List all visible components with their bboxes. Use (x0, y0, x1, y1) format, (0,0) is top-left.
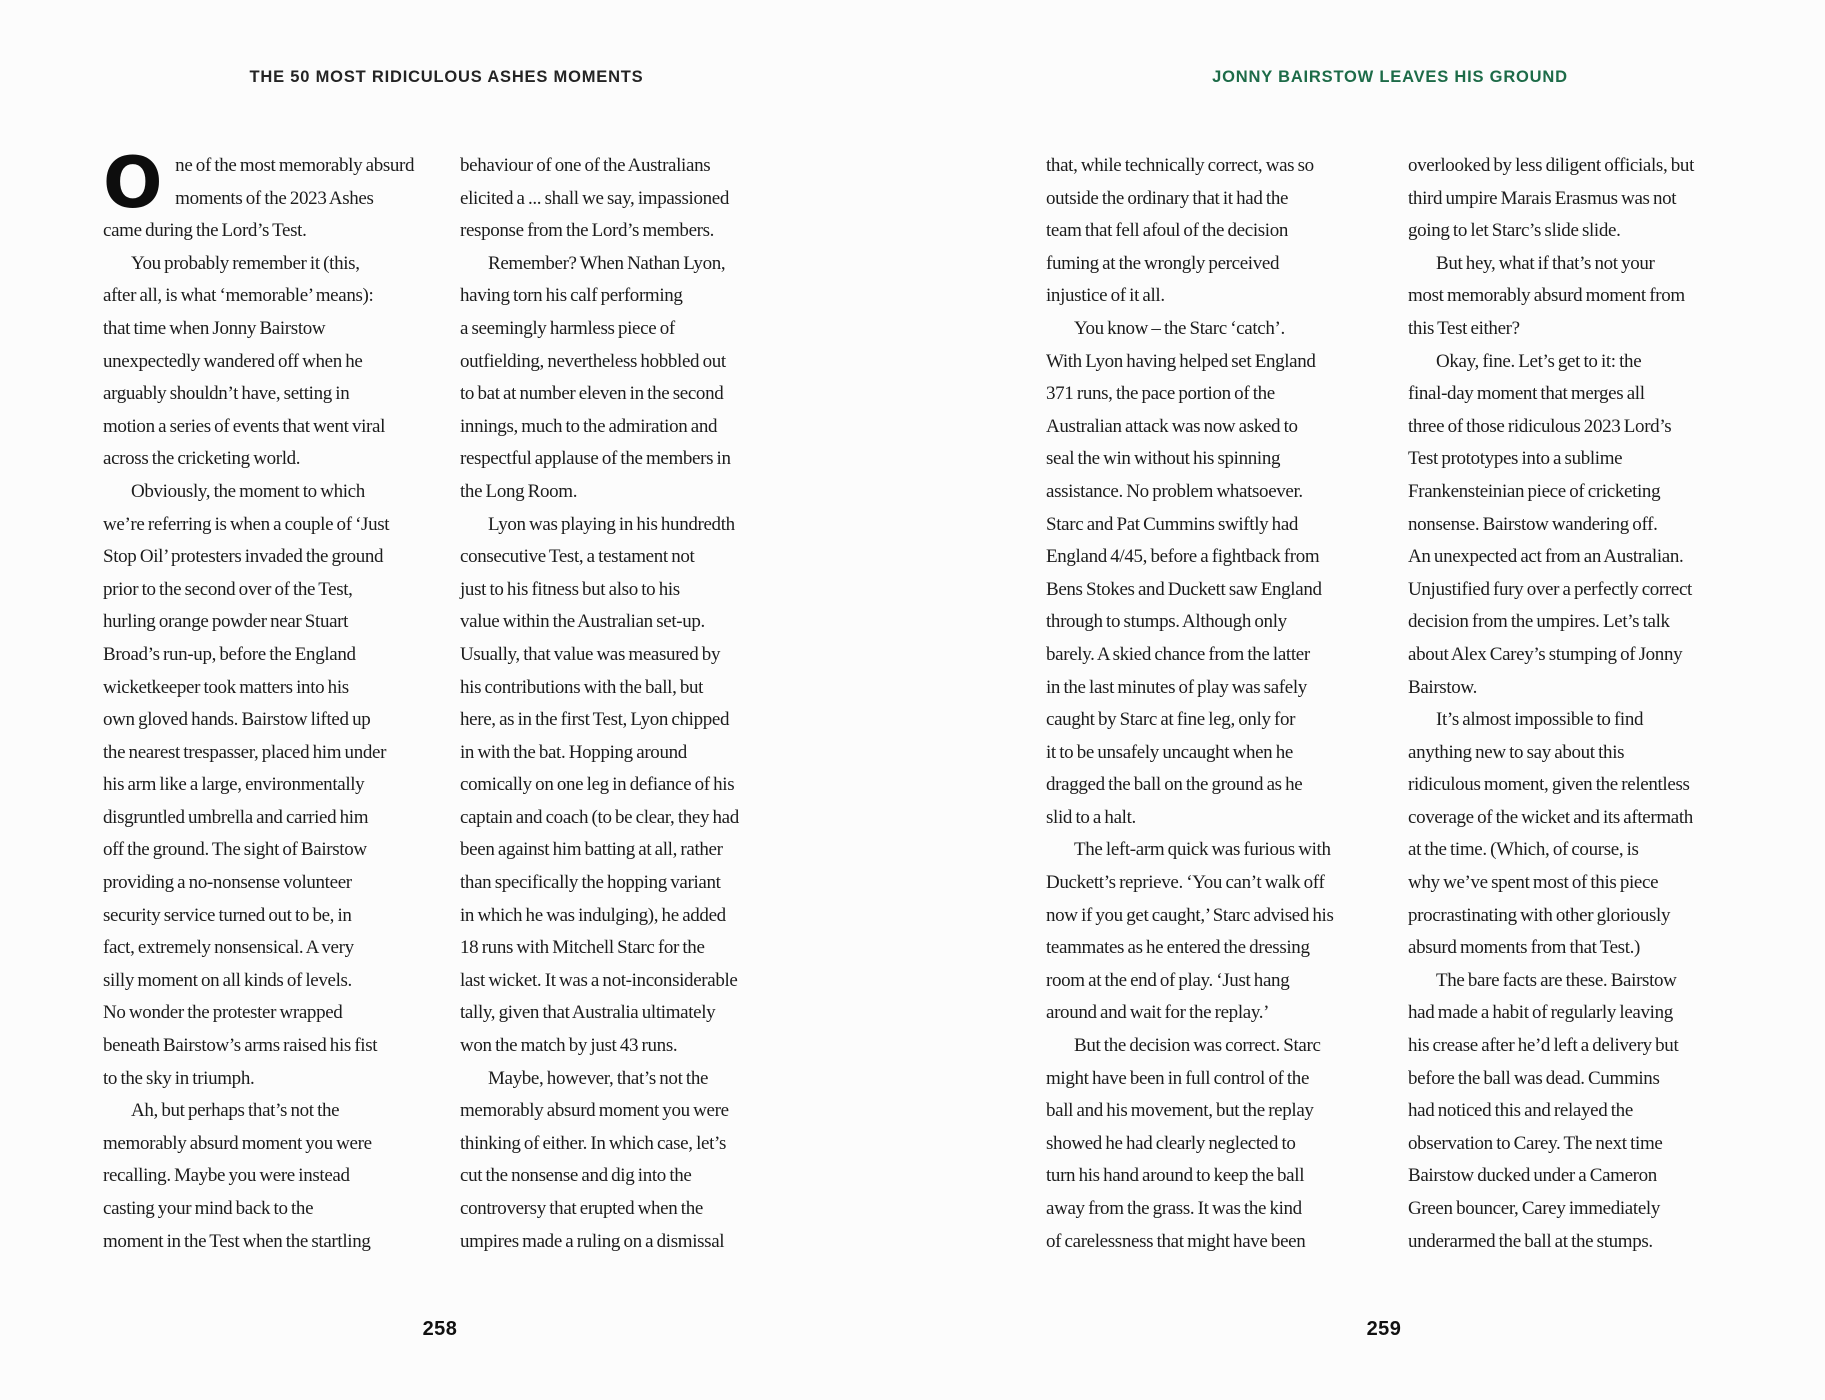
text-line: last wicket. It was a not-inconsiderable (460, 969, 738, 991)
text-line: Green bouncer, Carey immediately (1408, 1198, 1660, 1219)
paragraph (460, 150, 792, 248)
text-line: Broad’s run-up, before the England (103, 643, 356, 665)
paragraph (103, 476, 435, 1095)
text-line: controversy that erupted when the (460, 1198, 703, 1219)
text-line: in which he was indulging), he added (460, 904, 726, 926)
text-line: Australian attack was now asked to (1046, 415, 1298, 437)
text-line: Maybe, however, that’s not the (488, 1067, 709, 1089)
text-line: going to let Starc’s slide slide. (1408, 220, 1621, 242)
text-line: his arm like a large, environmentally (103, 774, 365, 796)
text-line: unexpectedly wandered off when he (103, 350, 363, 372)
text-line: ball and his movement, but the replay (1046, 1100, 1314, 1122)
text-line: it to be unsafely uncaught when he (1046, 741, 1293, 763)
text-line: absurd moments from that Test.) (1408, 937, 1641, 959)
text-line: fuming at the wrongly perceived (1046, 252, 1280, 274)
text-line: had noticed this and relayed the (1408, 1100, 1633, 1122)
text-line: been against him batting at all, rather (460, 839, 723, 861)
text-line: we’re referring is when a couple of ‘Just (103, 513, 390, 535)
text-line: It’s almost impossible to find (1436, 709, 1644, 731)
text-line: hurling orange powder near Stuart (103, 611, 349, 633)
text-line: prior to the second over of the Test, (103, 578, 353, 600)
paragraph (1408, 704, 1740, 965)
text-line: team that fell afoul of the decision (1046, 220, 1289, 242)
text-line: Starc and Pat Cummins swiftly had (1046, 513, 1299, 535)
text-line: umpires made a ruling on a dismissal (460, 1230, 725, 1252)
text-line: anything new to say about this (1408, 741, 1625, 763)
text-line: Usually, that value was measured by (460, 643, 721, 665)
text-line: outfielding, nevertheless hobbled out (460, 350, 726, 372)
text-line: Lyon was playing in his hundredth (488, 513, 735, 535)
text-line: elicited a ... shall we say, impassioned (460, 187, 729, 209)
text-line: than specifically the hopping variant (460, 872, 721, 894)
paragraph (103, 1095, 435, 1258)
text-line: Frankensteinian piece of cricketing (1408, 480, 1661, 502)
text-line: observation to Carey. The next time (1408, 1132, 1663, 1154)
paragraph (1408, 346, 1740, 705)
text-column-2 (460, 150, 792, 1258)
text-line: Stop Oil’ protesters invaded the ground (103, 546, 384, 568)
text-line: England 4/45, before a fightback from (1046, 546, 1320, 568)
text-line: captain and coach (to be clear, they had (460, 806, 739, 828)
text-line: before the ball was dead. Cummins (1408, 1067, 1660, 1089)
text-line: third umpire Marais Erasmus was not (1408, 187, 1677, 209)
text-line: cut the nonsense and dig into the (460, 1165, 692, 1187)
text-line: at the time. (Which, of course, is (1408, 839, 1639, 861)
text-line: Duckett’s reprieve. ‘You can’t walk off (1046, 872, 1325, 894)
text-line: 18 runs with Mitchell Starc for the (460, 937, 705, 959)
text-line: disgruntled umbrella and carried him (103, 806, 369, 828)
text-line: barely. A skied chance from the latter (1046, 643, 1310, 665)
paragraph (103, 248, 435, 476)
text-line: coverage of the wicket and its aftermath (1408, 806, 1693, 828)
text-line: slid to a halt. (1046, 806, 1136, 828)
text-line: But hey, what if that’s not your (1436, 252, 1655, 274)
text-line: arguably shouldn’t have, setting in (103, 383, 350, 405)
paragraph (1408, 248, 1740, 346)
paragraph (1046, 313, 1378, 835)
text-line: through to stumps. Although only (1046, 611, 1287, 633)
text-line: No wonder the protester wrapped (103, 1002, 343, 1024)
paragraph (1046, 834, 1378, 1030)
text-line: final-day moment that merges all (1408, 383, 1645, 405)
text-line: moment in the Test when the startling (103, 1230, 371, 1252)
text-line: security service turned out to be, in (103, 904, 352, 926)
text-line: consecutive Test, a testament not (460, 546, 695, 568)
text-line: You probably remember it (this, (131, 252, 360, 274)
text-line: ne of the most memorably absurd (175, 155, 415, 176)
text-line: wicketkeeper took matters into his (103, 676, 349, 698)
text-line: decision from the umpires. Let’s talk (1408, 611, 1670, 633)
text-line: in the last minutes of play was safely (1046, 676, 1307, 698)
text-line: moments of the 2023 Ashes (175, 187, 374, 209)
text-column-4 (1408, 150, 1740, 1258)
text-line: across the cricketing world. (103, 448, 301, 470)
text-line: off the ground. The sight of Bairstow (103, 839, 367, 861)
text-line: silly moment on all kinds of levels. (103, 969, 352, 991)
text-line: underarmed the ball at the stumps. (1408, 1230, 1653, 1252)
text-line: most memorably absurd moment from (1408, 285, 1685, 307)
text-line: response from the Lord’s members. (460, 220, 715, 242)
text-line: innings, much to the admiration and (460, 415, 718, 437)
text-column-1 (103, 142, 435, 1258)
text-line: room at the end of play. ‘Just hang (1046, 969, 1290, 991)
text-line: to the sky in triumph. (103, 1067, 255, 1089)
text-line: three of those ridiculous 2023 Lord’s (1408, 415, 1672, 437)
text-line: Bens Stokes and Duckett saw England (1046, 578, 1322, 600)
text-line: showed he had clearly neglected to (1046, 1132, 1296, 1154)
text-line: now if you get caught,’ Starc advised his (1046, 904, 1334, 926)
text-line: The bare facts are these. Bairstow (1436, 969, 1677, 991)
text-line: Remember? When Nathan Lyon, (488, 252, 726, 274)
text-line: seal the win without his spinning (1046, 448, 1281, 470)
text-line: procrastinating with other gloriously (1408, 904, 1671, 926)
paragraph (1408, 965, 1740, 1258)
text-line: had made a habit of regularly leaving (1408, 1002, 1673, 1024)
paragraph (1046, 150, 1378, 313)
text-line: here, as in the first Test, Lyon chipped (460, 709, 730, 731)
page-number-left: 258 (422, 1318, 458, 1340)
text-line: recalling. Maybe you were instead (103, 1165, 350, 1187)
text-line: motion a series of events that went viral (103, 415, 386, 437)
text-line: after all, is what ‘memorable’ means): (103, 285, 374, 307)
drop-cap: O (103, 142, 163, 224)
text-line: teammates as he entered the dressing (1046, 937, 1310, 959)
text-line: his crease after he’d left a delivery but (1408, 1035, 1679, 1057)
text-line: just to his fitness but also to his (460, 578, 680, 600)
text-column-3 (1046, 150, 1378, 1258)
paragraph (460, 509, 792, 1063)
text-line: a seemingly harmless piece of (460, 317, 675, 339)
text-line: ridiculous moment, given the relentless (1408, 774, 1690, 796)
text-line: You know – the Starc ‘catch’. (1074, 317, 1285, 339)
text-line: having torn his calf performing (460, 285, 683, 307)
text-line: own gloved hands. Bairstow lifted up (103, 709, 371, 731)
text-line: With Lyon having helped set England (1046, 350, 1316, 372)
text-line: comically on one leg in defiance of his (460, 774, 735, 796)
text-line: that, while technically correct, was so (1046, 155, 1314, 176)
text-line: The left-arm quick was furious with (1074, 839, 1331, 861)
text-line: Bairstow. (1408, 676, 1477, 698)
paragraph (460, 1063, 792, 1259)
text-line: value within the Australian set-up. (460, 611, 705, 633)
text-line: away from the grass. It was the kind (1046, 1198, 1302, 1219)
text-line: behaviour of one of the Australians (460, 155, 711, 176)
text-line: about Alex Carey’s stumping of Jonny (1408, 643, 1683, 665)
paragraph (1046, 1030, 1378, 1258)
text-line: overlooked by less diligent officials, but (1408, 155, 1695, 176)
text-line: turn his hand around to keep the ball (1046, 1165, 1305, 1187)
text-line: the nearest trespasser, placed him under (103, 741, 387, 763)
text-line: casting your mind back to the (103, 1198, 314, 1219)
text-line: to bat at number eleven in the second (460, 383, 724, 405)
text-line: came during the Lord’s Test. (103, 220, 307, 242)
text-line: caught by Starc at fine leg, only for (1046, 709, 1296, 731)
page-number-right: 259 (1366, 1318, 1402, 1340)
text-line: Ah, but perhaps that’s not the (131, 1100, 340, 1122)
text-line: thinking of either. In which case, let’s (460, 1132, 726, 1154)
text-line: providing a no-nonsense volunteer (103, 872, 352, 894)
text-line: assistance. No problem whatsoever. (1046, 480, 1303, 502)
text-line: Bairstow ducked under a Cameron (1408, 1165, 1657, 1187)
text-line: 371 runs, the pace portion of the (1046, 383, 1275, 405)
text-line: might have been in full control of the (1046, 1067, 1310, 1089)
text-line: But the decision was correct. Starc (1074, 1035, 1321, 1057)
text-line: Obviously, the moment to which (131, 480, 365, 502)
text-line: his contributions with the ball, but (460, 676, 704, 698)
text-line: of carelessness that might have been (1046, 1230, 1306, 1252)
text-line: Test prototypes into a sublime (1408, 448, 1623, 470)
text-line: this Test either? (1408, 317, 1520, 339)
running-head-right: JONNY BAIRSTOW LEAVES HIS GROUND (1212, 68, 1568, 86)
text-line: around and wait for the replay.’ (1046, 1002, 1270, 1024)
text-line: why we’ve spent most of this piece (1408, 872, 1659, 894)
text-line: Unjustified fury over a perfectly correct (1408, 578, 1692, 600)
text-line: fact, extremely nonsensical. A very (103, 937, 354, 959)
paragraph (460, 248, 792, 509)
text-line: memorably absurd moment you were (103, 1132, 372, 1154)
text-line: that time when Jonny Bairstow (103, 317, 326, 339)
text-line: won the match by just 43 runs. (460, 1035, 678, 1057)
text-line: dragged the ball on the ground as he (1046, 774, 1303, 796)
text-line: nonsense. Bairstow wandering off. (1408, 513, 1658, 535)
running-head-left: THE 50 MOST RIDICULOUS ASHES MOMENTS (249, 68, 644, 86)
text-line: memorably absurd moment you were (460, 1100, 729, 1122)
text-line: injustice of it all. (1046, 285, 1165, 307)
text-line: respectful applause of the members in (460, 448, 731, 470)
text-line: Okay, fine. Let’s get to it: the (1436, 350, 1642, 372)
text-line: An unexpected act from an Australian. (1408, 546, 1684, 568)
text-line: outside the ordinary that it had the (1046, 187, 1289, 209)
text-line: tally, given that Australia ultimately (460, 1002, 716, 1024)
text-line: in with the bat. Hopping around (460, 741, 687, 763)
text-line: beneath Bairstow’s arms raised his fist (103, 1035, 378, 1057)
text-line: the Long Room. (460, 480, 578, 502)
paragraph (1408, 150, 1740, 248)
